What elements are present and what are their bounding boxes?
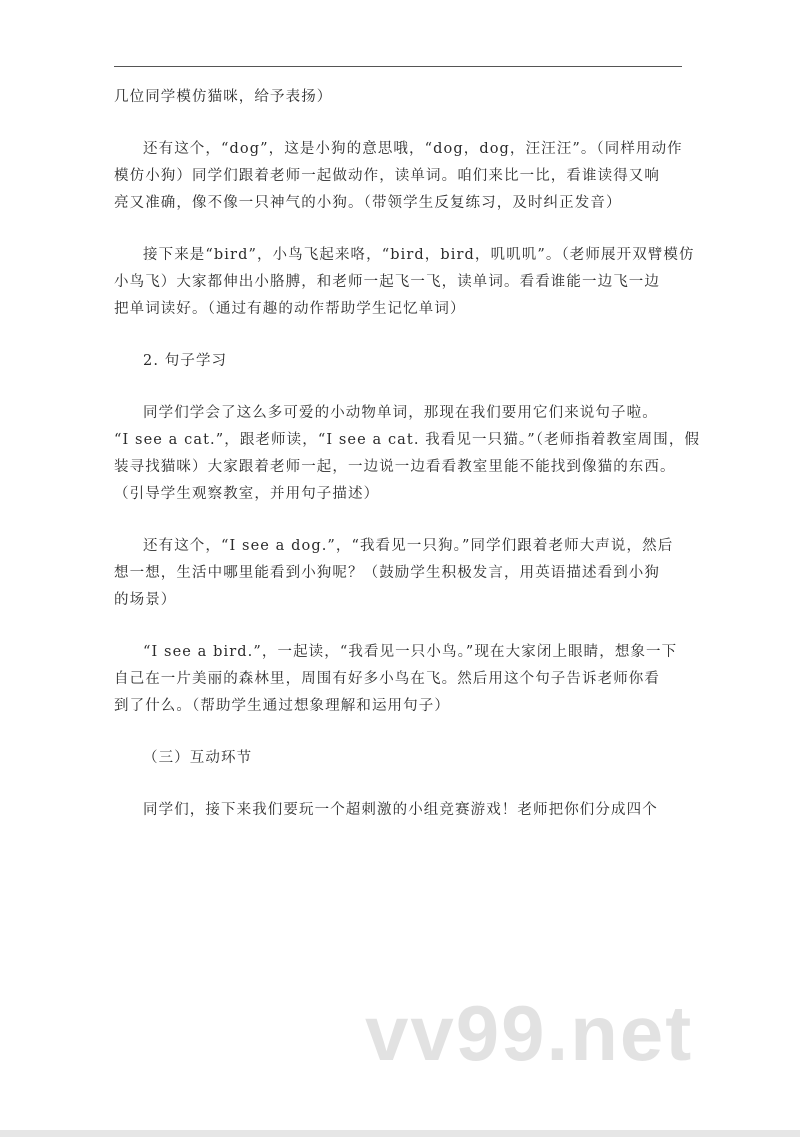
text-line: 同学们学会了这么多可爱的小动物单词，那现在我们要用它们来说句子啦。	[143, 405, 658, 421]
text-line: 还有这个，“I see a dog.”，“我看见一只狗。”同学们跟着老师大声说，然后	[143, 538, 674, 554]
section-heading	[114, 745, 682, 772]
text-line: 同学们，接下来我们要玩一个超刺激的小组竞赛游戏！老师把你们分成四个	[143, 802, 658, 818]
text-line: “I see a cat.”，跟老师读，“I see a cat. 我看见一只猫。”（老师指着教室周围，假	[114, 432, 701, 448]
text-line: 想一想，生活中哪里能看到小狗呢？（鼓励学生积极发言，用英语描述看到小狗	[114, 565, 660, 581]
text-line: 把单词读好。（通过有趣的动作帮助学生记忆单词）	[114, 301, 466, 317]
text-line: 到了什么。（帮助学生通过想象理解和运用句子）	[114, 698, 450, 714]
paragraph	[114, 136, 682, 217]
paragraph	[114, 533, 682, 614]
heading-sentence-learning: 2. 句子学习	[143, 353, 228, 369]
text-line: 自己在一片美丽的森林里，周围有好多小鸟在飞。然后用这个句子告诉老师你看	[114, 671, 660, 687]
text-line: （引导学生观察教室，并用句子描述）	[114, 486, 380, 502]
text-line: 几位同学模仿猫咪，给予表扬）	[114, 89, 333, 105]
paragraph	[114, 400, 701, 508]
text-line: 的场景）	[114, 592, 177, 608]
text-line: 装寻找猫咪）大家跟着老师一起，一边说一边看看教室里能不能找到像猫的东西。	[114, 459, 676, 475]
header-rule	[114, 66, 682, 67]
page-bottom-edge	[0, 1130, 800, 1137]
section-heading	[114, 348, 682, 375]
text-line: 亮又准确，像不像一只神气的小狗。（带领学生反复练习，及时纠正发音）	[114, 195, 622, 211]
heading-interaction: （三）互动环节	[143, 750, 253, 766]
paragraph	[114, 639, 682, 720]
text-line: 小鸟飞）大家都伸出小胳膊，和老师一起飞一飞，读单词。看看谁能一边飞一边	[114, 274, 660, 290]
paragraph	[114, 242, 695, 323]
paragraph	[114, 797, 682, 824]
text-line: “I see a bird.”，一起读，“我看见一只小鸟。”现在大家闭上眼睛，想象一下	[143, 644, 678, 660]
paragraph	[114, 84, 682, 111]
text-line: 接下来是“bird”，小鸟飞起来咯，“bird，bird，叽叽叽”。（老师展开双臂模仿	[143, 247, 695, 263]
text-line: 还有这个，“dog”，这是小狗的意思哦，“dog，dog，汪汪汪”。（同样用动作	[143, 141, 683, 157]
watermark: vv99.net	[365, 989, 694, 1077]
document-body	[114, 84, 701, 824]
text-line: 模仿小狗）同学们跟着老师一起做动作，读单词。咱们来比一比，看谁读得又响	[114, 168, 660, 184]
